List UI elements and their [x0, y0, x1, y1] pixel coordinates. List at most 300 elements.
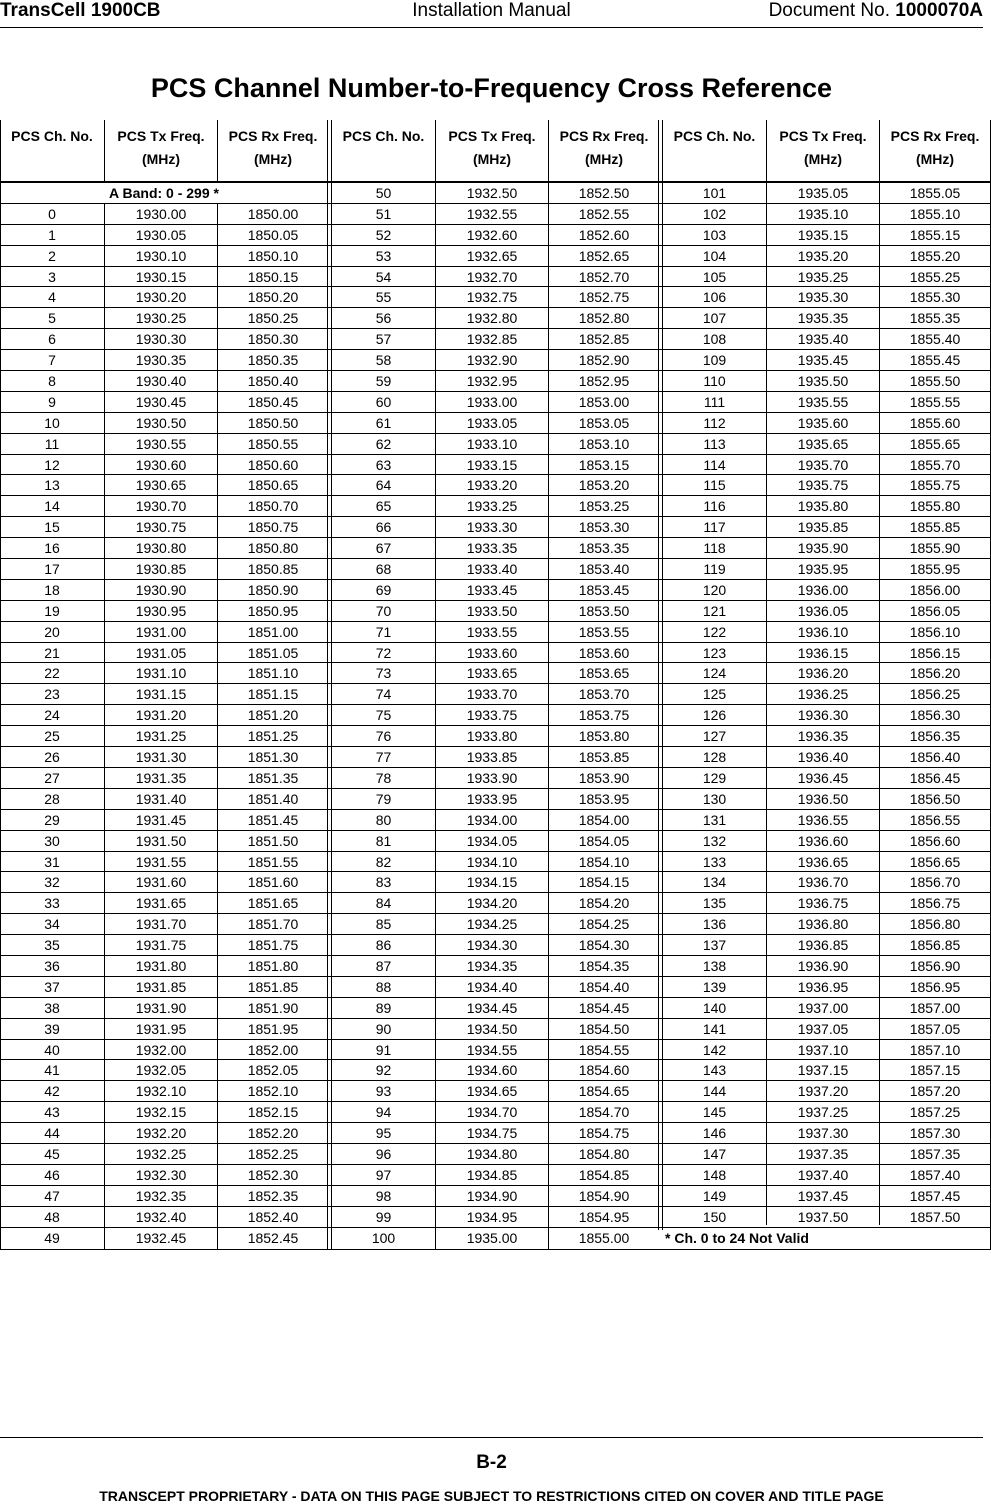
- tx-frequency: 1937.40: [797, 1166, 849, 1183]
- rx-frequency: 1852.05: [247, 1062, 299, 1079]
- tx-frequency: 1933.65: [466, 665, 518, 682]
- channel-number: 98: [375, 1187, 392, 1204]
- tx-frequency: 1932.10: [135, 1083, 187, 1100]
- table-row: [0, 977, 991, 998]
- channel-number: 54: [375, 268, 392, 285]
- table-row: [0, 559, 991, 580]
- tx-frequency: 1930.25: [135, 310, 187, 327]
- rx-frequency: 1850.40: [247, 373, 299, 390]
- tx-frequency: 1937.25: [797, 1104, 849, 1121]
- channel-number: 40: [44, 1041, 60, 1058]
- channel-number: 82: [375, 853, 392, 870]
- frequency-table: [0, 183, 991, 1248]
- tx-frequency: 1937.50: [797, 1208, 849, 1225]
- channel-number: 118: [703, 540, 726, 557]
- tx-frequency: 1937.30: [797, 1125, 849, 1142]
- tx-frequency: 1930.10: [135, 247, 187, 264]
- rx-frequency: 1852.15: [247, 1104, 299, 1121]
- tx-frequency: 1933.45: [466, 581, 518, 598]
- channel-number: 97: [375, 1166, 392, 1183]
- tx-frequency: 1931.75: [135, 937, 187, 954]
- channel-number: 95: [375, 1125, 392, 1142]
- tx-frequency: 1932.35: [135, 1187, 187, 1204]
- channel-number: 10: [44, 414, 60, 431]
- channel-number: 138: [702, 957, 727, 974]
- rx-frequency: 1857.50: [909, 1208, 961, 1225]
- channel-number: 49: [44, 1229, 60, 1246]
- channel-number: 106: [702, 289, 727, 306]
- rx-frequency: 1851.55: [247, 853, 299, 870]
- channel-number: 22: [44, 665, 60, 682]
- table-row: [0, 1144, 991, 1165]
- channel-number: 67: [375, 540, 392, 557]
- rx-frequency: 1855.45: [909, 352, 961, 369]
- tx-frequency: 1934.00: [466, 811, 518, 828]
- col-header-rx-1: PCS Rx Freq. (MHz): [228, 128, 318, 167]
- tx-frequency: 1934.60: [466, 1062, 518, 1079]
- tx-frequency: 1936.90: [797, 957, 849, 974]
- channel-number: 20: [44, 623, 60, 640]
- channel-number: 55: [375, 289, 392, 306]
- tx-frequency: 1936.95: [797, 978, 849, 995]
- channel-number: 86: [375, 937, 392, 954]
- tx-frequency: 1931.15: [135, 686, 187, 703]
- channel-number: 121: [702, 602, 727, 619]
- tx-frequency: 1932.30: [135, 1166, 187, 1183]
- rx-frequency: 1855.15: [909, 226, 961, 243]
- rx-frequency: 1856.60: [909, 832, 961, 849]
- channel-number: 18: [44, 581, 60, 598]
- channel-number: 131: [702, 811, 727, 828]
- rx-frequency: 1856.20: [909, 665, 961, 682]
- channel-number: 119: [703, 561, 726, 578]
- tx-frequency: 1936.40: [797, 749, 849, 766]
- tx-frequency: 1936.45: [797, 769, 849, 786]
- rx-frequency: 1855.55: [909, 393, 961, 410]
- rx-frequency: 1850.60: [247, 456, 299, 473]
- col-rule: [766, 183, 767, 1225]
- channel-number: 144: [702, 1083, 727, 1100]
- tx-frequency: 1934.10: [466, 853, 518, 870]
- col-header-tx-2: PCS Tx Freq. (MHz): [448, 128, 536, 167]
- channel-number: 88: [375, 978, 392, 995]
- tx-frequency: 1937.20: [797, 1083, 849, 1100]
- channel-number: 66: [375, 519, 392, 536]
- channel-number: 3: [48, 268, 56, 285]
- channel-number: 48: [44, 1208, 60, 1225]
- rx-frequency: 1852.25: [247, 1145, 299, 1162]
- document-number: [769, 0, 983, 22]
- rx-frequency: 1852.55: [578, 205, 630, 222]
- rx-frequency: 1851.20: [247, 707, 299, 724]
- rx-frequency: 1851.30: [247, 749, 299, 766]
- manual-type: Installation Manual: [412, 0, 571, 21]
- rx-frequency: 1854.60: [578, 1062, 630, 1079]
- tx-frequency: 1935.60: [797, 414, 849, 431]
- footer-rule: [0, 1437, 983, 1438]
- tx-frequency: 1932.65: [466, 247, 518, 264]
- rx-frequency: 1850.75: [247, 519, 299, 536]
- table-row: [0, 768, 991, 789]
- table-row: [0, 935, 991, 956]
- channel-number: 9: [48, 393, 56, 410]
- tx-frequency: 1932.70: [466, 268, 518, 285]
- rx-frequency: 1851.45: [247, 811, 299, 828]
- tx-frequency: 1931.25: [135, 728, 187, 745]
- channel-number: 79: [375, 790, 392, 807]
- channel-number: 96: [375, 1145, 392, 1162]
- channel-number: 147: [702, 1145, 727, 1162]
- rx-frequency: 1856.25: [909, 686, 961, 703]
- rx-frequency: 1852.00: [247, 1041, 299, 1058]
- rx-frequency: 1854.35: [578, 957, 630, 974]
- page-number: B-2: [476, 1452, 507, 1473]
- tx-frequency: 1931.20: [135, 707, 187, 724]
- channel-number: 1: [48, 226, 56, 243]
- rx-frequency: 1852.90: [578, 352, 630, 369]
- col-rule: [217, 120, 218, 182]
- tx-frequency: 1936.10: [797, 623, 849, 640]
- channel-number: 46: [44, 1166, 60, 1183]
- rx-frequency: 1851.90: [247, 999, 299, 1016]
- rx-frequency: 1854.25: [578, 916, 630, 933]
- table-row: [0, 496, 991, 517]
- channel-number: 69: [375, 581, 392, 598]
- channel-number: 0: [48, 205, 56, 222]
- tx-frequency: 1936.20: [797, 665, 849, 682]
- channel-number: 103: [702, 226, 727, 243]
- channel-number: 76: [375, 728, 392, 745]
- rx-frequency: 1852.10: [247, 1083, 299, 1100]
- channel-number: 6: [48, 331, 56, 348]
- tx-frequency: 1930.50: [135, 414, 187, 431]
- channel-number: 62: [375, 435, 392, 452]
- rx-frequency: 1857.40: [909, 1166, 961, 1183]
- tx-frequency: 1935.70: [797, 456, 849, 473]
- channel-number: 91: [375, 1041, 392, 1058]
- rx-frequency: 1854.50: [578, 1020, 630, 1037]
- channel-number: 77: [375, 749, 392, 766]
- rx-frequency: 1854.15: [578, 874, 630, 891]
- tx-frequency: 1933.70: [466, 686, 518, 703]
- tx-frequency: 1933.35: [466, 540, 518, 557]
- channel-number: 44: [44, 1125, 60, 1142]
- rx-frequency: 1851.00: [247, 623, 299, 640]
- rx-frequency: 1854.90: [578, 1187, 630, 1204]
- rx-frequency: 1853.75: [578, 707, 630, 724]
- tx-frequency: 1932.75: [466, 289, 518, 306]
- rx-frequency: 1851.50: [247, 832, 299, 849]
- tx-frequency: 1930.05: [135, 226, 187, 243]
- channel-number: 101: [702, 185, 727, 201]
- rx-frequency: 1856.45: [909, 769, 961, 786]
- table-row: [0, 726, 991, 747]
- rx-frequency: 1856.80: [909, 916, 961, 933]
- tx-frequency: 1936.85: [797, 937, 849, 954]
- channel-number: 2: [48, 247, 56, 264]
- channel-number: 92: [375, 1062, 392, 1079]
- rx-frequency: 1857.30: [909, 1125, 961, 1142]
- table-row: [0, 1081, 991, 1102]
- rx-frequency: 1857.25: [909, 1104, 961, 1121]
- table-row: [0, 893, 991, 914]
- channel-number: 87: [375, 957, 392, 974]
- table-row: [0, 350, 991, 371]
- channel-number: 124: [702, 665, 727, 682]
- tx-frequency: 1933.80: [466, 728, 518, 745]
- tx-frequency: 1935.85: [797, 519, 849, 536]
- tx-frequency: 1936.05: [797, 602, 849, 619]
- channel-number: 38: [44, 999, 60, 1016]
- rx-frequency: 1857.15: [909, 1062, 961, 1079]
- rx-frequency: 1853.70: [578, 686, 630, 703]
- rx-frequency: 1852.80: [578, 310, 630, 327]
- channel-number: 112: [703, 414, 726, 431]
- table-row: [0, 517, 991, 538]
- channel-number: 135: [702, 895, 727, 912]
- tx-frequency: 1931.55: [135, 853, 187, 870]
- tx-frequency: 1936.30: [797, 707, 849, 724]
- tx-frequency: 1932.00: [135, 1041, 187, 1058]
- channel-number: 137: [702, 937, 727, 954]
- rx-frequency: 1850.25: [247, 310, 299, 327]
- channel-number: 150: [702, 1208, 727, 1225]
- rx-frequency: 1853.40: [578, 561, 630, 578]
- tx-frequency: 1933.25: [466, 498, 518, 515]
- tx-frequency: 1933.00: [466, 393, 518, 410]
- tx-frequency: 1937.35: [797, 1145, 849, 1162]
- tx-frequency: 1932.95: [466, 373, 518, 390]
- rx-frequency: 1850.80: [247, 540, 299, 557]
- channel-number: 19: [44, 602, 60, 619]
- rx-frequency: 1853.95: [578, 790, 630, 807]
- col-rule: [104, 120, 105, 182]
- rx-frequency: 1850.50: [247, 414, 299, 431]
- channel-number: 61: [375, 414, 392, 431]
- table-row: [0, 872, 991, 893]
- channel-number: 84: [375, 895, 392, 912]
- channel-number: 50: [375, 185, 392, 201]
- channel-number: 35: [44, 937, 60, 954]
- tx-frequency: 1934.50: [466, 1020, 518, 1037]
- rx-frequency: 1850.55: [247, 435, 299, 452]
- tx-frequency: 1931.40: [135, 790, 187, 807]
- document-number-value: 1000070A: [895, 0, 983, 21]
- channel-number: 36: [44, 957, 60, 974]
- channel-number: 73: [375, 665, 392, 682]
- rx-frequency: 1853.05: [578, 414, 630, 431]
- tx-frequency: 1935.00: [466, 1229, 518, 1246]
- table-row: [0, 1060, 991, 1081]
- rx-frequency: 1854.95: [578, 1208, 630, 1225]
- rx-frequency: 1852.95: [578, 373, 630, 390]
- rx-frequency: 1856.10: [909, 623, 961, 640]
- col-header-ch-1: PCS Ch. No.: [11, 128, 93, 144]
- tx-frequency: 1936.70: [797, 874, 849, 891]
- rx-frequency: 1853.55: [578, 623, 630, 640]
- tx-frequency: 1932.50: [466, 185, 518, 201]
- rx-frequency: 1852.70: [578, 268, 630, 285]
- rx-frequency: 1855.35: [909, 310, 961, 327]
- rx-frequency: 1850.90: [247, 581, 299, 598]
- channel-number: 78: [375, 769, 392, 786]
- rx-frequency: 1855.60: [909, 414, 961, 431]
- channel-number: 143: [702, 1062, 727, 1079]
- rx-frequency: 1855.30: [909, 289, 961, 306]
- tx-frequency: 1930.65: [135, 477, 187, 494]
- rx-frequency: 1851.80: [247, 957, 299, 974]
- rx-frequency: 1855.75: [909, 477, 961, 494]
- tx-frequency: 1934.15: [466, 874, 518, 891]
- tx-frequency: 1930.30: [135, 331, 187, 348]
- rx-frequency: 1856.50: [909, 790, 961, 807]
- tx-frequency: 1934.85: [466, 1166, 518, 1183]
- channel-number: 100: [371, 1229, 396, 1246]
- channel-number: 132: [702, 832, 727, 849]
- tx-frequency: 1935.50: [797, 373, 849, 390]
- tx-frequency: 1931.30: [135, 749, 187, 766]
- channel-number: 39: [44, 1020, 60, 1037]
- tx-frequency: 1934.95: [466, 1208, 518, 1225]
- table-row: [0, 1102, 991, 1123]
- tx-frequency: 1930.75: [135, 519, 187, 536]
- channel-number: 30: [44, 832, 60, 849]
- tx-frequency: 1930.35: [135, 352, 187, 369]
- rx-frequency: 1850.15: [247, 268, 299, 285]
- tx-frequency: 1933.10: [466, 435, 518, 452]
- rx-frequency: 1854.00: [578, 811, 630, 828]
- channel-number: 64: [375, 477, 392, 494]
- channel-number: 45: [44, 1145, 60, 1162]
- tx-frequency: 1935.45: [797, 352, 849, 369]
- tx-frequency: 1934.65: [466, 1083, 518, 1100]
- rx-frequency: 1854.70: [578, 1104, 630, 1121]
- channel-number: 34: [44, 916, 60, 933]
- channel-number: 80: [375, 811, 392, 828]
- rx-frequency: 1850.35: [247, 352, 299, 369]
- tx-frequency: 1933.60: [466, 644, 518, 661]
- rx-frequency: 1857.35: [909, 1145, 961, 1162]
- channel-number: 126: [702, 707, 727, 724]
- channel-number: 8: [48, 373, 56, 390]
- table-row: [0, 225, 991, 246]
- tx-frequency: 1937.10: [797, 1041, 849, 1058]
- rx-frequency: 1853.65: [578, 665, 630, 682]
- tx-frequency: 1934.35: [466, 957, 518, 974]
- rx-frequency: 1850.45: [247, 393, 299, 410]
- tx-frequency: 1936.35: [797, 728, 849, 745]
- rx-frequency: 1853.20: [578, 477, 630, 494]
- rx-frequency: 1851.85: [247, 978, 299, 995]
- table-row: [0, 538, 991, 559]
- tx-frequency: 1934.25: [466, 916, 518, 933]
- tx-frequency: 1931.45: [135, 811, 187, 828]
- tx-frequency: 1933.15: [466, 456, 518, 473]
- rx-frequency: 1853.50: [578, 602, 630, 619]
- rx-frequency: 1855.50: [909, 373, 961, 390]
- channel-number: 114: [703, 456, 726, 473]
- table-row: [0, 1165, 991, 1186]
- rx-frequency: 1853.15: [578, 456, 630, 473]
- channel-number: 60: [375, 393, 392, 410]
- channel-number: 107: [702, 310, 727, 327]
- rx-frequency: 1851.10: [247, 665, 299, 682]
- rx-frequency: 1856.40: [909, 749, 961, 766]
- tx-frequency: 1931.35: [135, 769, 187, 786]
- table-row: [0, 267, 991, 288]
- rx-frequency: 1851.40: [247, 790, 299, 807]
- rx-frequency: 1854.80: [578, 1145, 630, 1162]
- channel-number: 24: [44, 707, 60, 724]
- rx-frequency: 1851.15: [247, 686, 299, 703]
- tx-frequency: 1935.90: [797, 540, 849, 557]
- channel-number: 13: [44, 477, 60, 494]
- rx-frequency: 1856.85: [909, 937, 961, 954]
- rx-frequency: 1853.00: [578, 393, 630, 410]
- col-header-rx-2: PCS Rx Freq. (MHz): [559, 128, 649, 167]
- channel-number: 53: [375, 247, 392, 264]
- rx-frequency: 1857.20: [909, 1083, 961, 1100]
- table-row: [0, 413, 991, 434]
- tx-frequency: 1935.20: [797, 247, 849, 264]
- channel-number: 57: [375, 331, 392, 348]
- table-left-edge: [0, 120, 1, 1250]
- channel-number: 51: [375, 205, 392, 222]
- channel-number: 145: [702, 1104, 727, 1121]
- channel-number: 148: [702, 1166, 727, 1183]
- rx-frequency: 1853.45: [578, 581, 630, 598]
- rx-frequency: 1852.75: [578, 289, 630, 306]
- rx-frequency: 1856.35: [909, 728, 961, 745]
- table-row: [0, 643, 991, 664]
- col-header-rx-3: PCS Rx Freq. (MHz): [890, 128, 980, 167]
- table-row: [0, 747, 991, 768]
- channel-number: 115: [703, 477, 726, 494]
- tx-frequency: 1931.95: [135, 1020, 187, 1037]
- tx-frequency: 1934.05: [466, 832, 518, 849]
- table-row: [0, 705, 991, 726]
- channel-number: 109: [702, 352, 727, 369]
- channel-number: 16: [44, 540, 60, 557]
- rx-frequency: 1852.60: [578, 226, 630, 243]
- channel-number: 28: [44, 790, 60, 807]
- table-row: [0, 810, 991, 831]
- validity-note: * Ch. 0 to 24 Not Valid: [665, 1229, 809, 1246]
- rx-frequency: 1850.10: [247, 247, 299, 264]
- rx-frequency: 1855.25: [909, 268, 961, 285]
- table-row: [0, 246, 991, 267]
- channel-number: 146: [702, 1125, 727, 1142]
- tx-frequency: 1930.70: [135, 498, 187, 515]
- tx-frequency: 1932.60: [466, 226, 518, 243]
- rx-frequency: 1852.65: [578, 247, 630, 264]
- page-title: PCS Channel Number-to-Frequency Cross Reference: [150, 73, 833, 103]
- table-row: [0, 1228, 991, 1249]
- tx-frequency: 1930.40: [135, 373, 187, 390]
- band-label: A Band: 0 - 299 *: [109, 185, 219, 201]
- table-row: [0, 1207, 991, 1228]
- tx-frequency: 1936.25: [797, 686, 849, 703]
- channel-number: 140: [702, 999, 727, 1016]
- channel-number: 56: [375, 310, 392, 327]
- rx-frequency: 1856.00: [909, 581, 961, 598]
- tx-frequency: 1936.50: [797, 790, 849, 807]
- tx-frequency: 1936.60: [797, 832, 849, 849]
- channel-number: 108: [702, 331, 727, 348]
- table-row: [0, 580, 991, 601]
- channel-number: 75: [375, 707, 392, 724]
- table-row: [0, 455, 991, 476]
